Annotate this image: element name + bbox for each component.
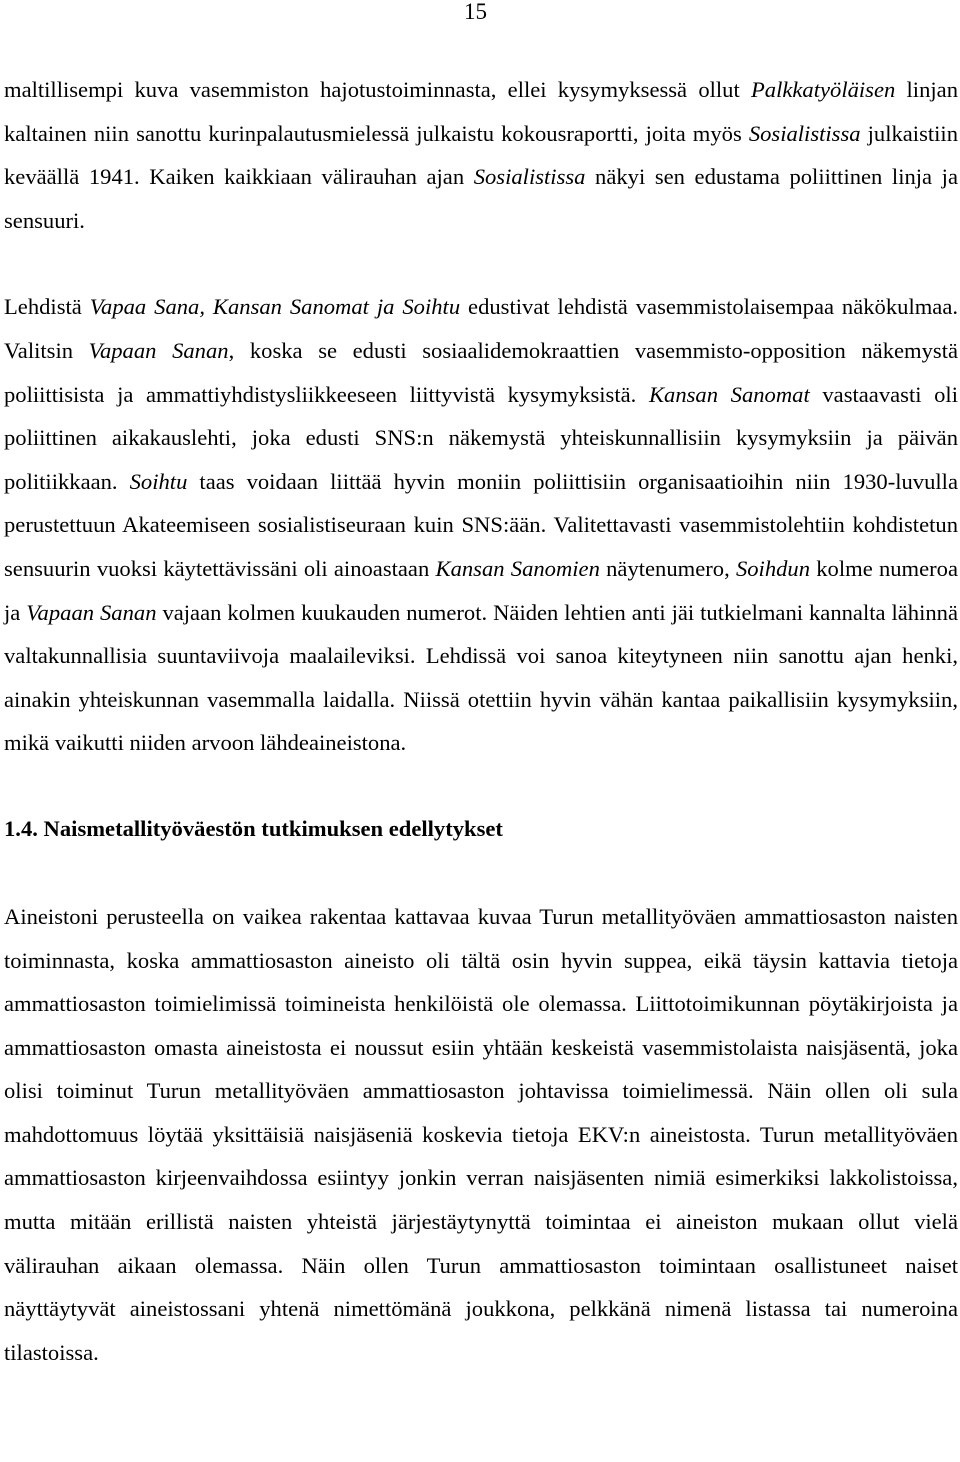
section-number: 1.4. [4, 815, 38, 841]
italic-text: Soihtu [129, 468, 188, 494]
text-run: Aineistoni perusteella on vaikea rakentaa kattavaa kuvaa Turun metallityöväen ammattiosaston naisten toiminnasta, koska ammattiosaston aineisto oli tältä osin hyvin suppea, eikä täysin kattavia tietoja ammattiosaston toimielimissä toimineista henkilöistä ole olemassa. Liittotoimikunnan pöytäkirjoista ja ammattiosaston omasta aineistosta ei noussut esiin yhtään keskeistä vasemmistolaista naisjäsentä, joka olisi toiminut Turun metallityöväen ammattiosaston johtavissa toimielimessä. Näin ollen oli sula mahdottomuus löytää yksittäisiä naisjäseniä koskevia tietoja EKV:n aineistosta. Turun metallityöväen ammattiosaston kirjeenvaihdossa esiintyy jonkin verran naisjäsenten nimiä esimerkiksi lakkolistoissa, mutta mitään erillistä naisten yhteistä järjestäytynyttä toimintaa ei aineiston mukaan ollut vielä välirauhan aikaan olemassa. Näin ollen Turun ammattiosaston toimintaan osallistuneet naiset näyttäytyvät aineistossani yhtenä nimettömänä joukkona, pelkkänä nimenä listassa tai numeroina tilastoissa. [4, 903, 958, 1365]
italic-text: Sosialistissa [473, 164, 586, 190]
paragraph [4, 285, 958, 765]
paragraph [4, 68, 958, 242]
section-title: Naismetallityöväestön tutkimuksen edellytykset [43, 815, 503, 841]
text-run: linjan kaltainen niin sanottu kurinpalautusmielessä julkaistu kokousraportti, joita myös [4, 77, 958, 146]
italic-text: Palkkatyöläisen [750, 77, 896, 102]
page-number: 15 [464, 0, 487, 24]
text-run: näytenumero, [599, 555, 736, 581]
text-run: taas voidaan liittää hyvin moniin poliittisiin organisaatioihin niin 1930-luvulla perustettuun Akateemiseen sosialistiseuraan kuin SNS:ään. Valitettavasti vasemmistolehtiin kohdistetun sensuurin vuoksi käytettävissäni oli ainoastaan [4, 468, 958, 581]
italic-text: Vapaa Sana, Kansan Sanomat ja Soihtu [89, 294, 461, 320]
paragraph [4, 895, 958, 1375]
italic-text: Vapaan Sanan [88, 337, 229, 363]
text-run: vajaan kolmen kuukauden numerot. Näiden lehtien anti jäi tutkielmani kannalta lähinnä valtakunnallisia suuntaviivoja maalaileviksi. Lehdissä voi sanoa kiteytyneen niin sanottu ajan henki, ainakin yhteiskunnan vasemmalla laidalla. Niissä otettiin hyvin vähän kantaa paikallisiin kysymyksiin, mikä vaikutti niiden arvoon lähdeaineistona. [4, 599, 958, 756]
italic-text: Soihdun [735, 555, 811, 581]
text-run: , koska se edusti sosiaalidemokraattien vasemmisto-opposition näkemystä poliittisista ja ammattiyhdistysliikkeeseen liittyvistä kysymyksistä. [4, 337, 959, 407]
italic-text: Vapaan Sanan [26, 599, 157, 625]
text-run: edustivat lehdistä vasemmistolaisempaa näkökulmaa. Valitsin [4, 294, 959, 363]
italic-text: Sosialistissa [748, 120, 861, 146]
italic-text: Kansan Sanomien [435, 555, 600, 581]
text-run: näkyi sen edustama poliittinen linja ja sensuuri. [4, 164, 958, 233]
text-run: maltillisempi kuva vasemmiston hajotustoiminnasta, ellei kysymyksessä ollut [4, 77, 751, 102]
italic-text: Kansan Sanomat [648, 381, 810, 407]
section-heading [4, 807, 958, 851]
text-run: kolme numeroa ja [4, 555, 958, 625]
text-run: julkaistiin keväällä 1941. Kaiken kaikkiaan välirauhan ajan [4, 120, 958, 190]
text-run: vastaavasti oli poliittinen aikakauslehti, joka edusti SNS:n näkemystä yhteiskunnallisiin kysymyksiin ja päivän politiikkaan. [4, 381, 958, 494]
document-body [4, 68, 958, 1374]
text-run: Lehdistä [4, 294, 90, 320]
